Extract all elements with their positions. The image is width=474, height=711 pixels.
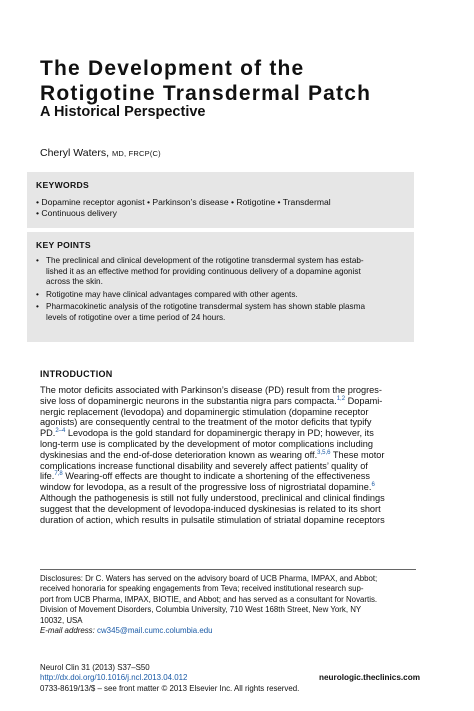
introduction-line xyxy=(40,396,416,407)
key-point-line: lished it as an effective method for providing continuous delivery of a dopamine agonist xyxy=(46,266,361,276)
key-point-line: • Pharmacokinetic analysis of the rotigotine transdermal system has shown stable plasma xyxy=(46,302,366,312)
introduction-line xyxy=(40,407,416,418)
article-title xyxy=(40,56,440,106)
citation-reference[interactable]: 3,5,6 xyxy=(317,449,331,456)
keywords-line-2: • Continuous delivery xyxy=(36,208,117,218)
keywords-line-1: • Dopamine receptor agonist • Parkinson’s disease • Rotigotine • Transdermal xyxy=(36,197,331,207)
introduction-line xyxy=(40,515,416,526)
introduction-line xyxy=(40,471,416,482)
key-point-line: • Rotigotine may have clinical advantages compared with other agents. xyxy=(46,289,298,299)
keywords-heading: KEYWORDS xyxy=(36,180,90,190)
introduction-text: agonists) are consequently central to the treatment of the motor deficits that typify xyxy=(40,417,372,428)
introduction-line xyxy=(40,385,416,396)
key-point-item xyxy=(36,302,408,323)
introduction-text: Although the pathogenesis is still not fully understood, preclinical and clinical findings xyxy=(40,492,385,503)
introduction-text: long-term use is complicated by the development of motor complications including xyxy=(40,438,373,449)
introduction-text: window for levodopa, as a result of the progressive loss of nigrostriatal dopamine. xyxy=(40,482,372,493)
author-line xyxy=(40,147,161,159)
introduction-text: nergic replacement (levodopa) and dopaminergic stimulation (dopamine receptor xyxy=(40,406,369,417)
email-label: E-mail address: xyxy=(40,626,95,636)
key-point-line: • The preclinical and clinical development of the rotigotine transdermal system has estab- xyxy=(46,256,364,265)
affiliation-line: 10032, USA xyxy=(40,615,83,625)
introduction-line xyxy=(40,428,416,439)
introduction-text: duration of action, which results in pulsatile stimulation of striatal dopamine receptors xyxy=(40,514,385,525)
key-point-item xyxy=(36,290,408,301)
journal-citation: Neurol Clin 31 (2013) S37–S50 xyxy=(40,663,150,672)
citation-reference[interactable]: 2–4 xyxy=(55,428,66,435)
introduction-text: complications increase functional disability and severely affect patients’ quality of xyxy=(40,460,368,471)
journal-site: neurologic.theclinics.com xyxy=(318,673,420,683)
article-title-line-1: The Development of the xyxy=(40,57,305,80)
introduction-text: dyskinesias and the end-of-dose deterioration known as wearing off. xyxy=(40,449,318,460)
disclosure-line: received honoraria for speaking engagements from Teva; received institutional research sup- xyxy=(40,584,364,594)
keywords-box xyxy=(27,172,414,228)
introduction-text: The motor deficits associated with Parkinson’s disease (PD) result from the progres- xyxy=(40,385,382,395)
article-subtitle: A Historical Perspective xyxy=(40,104,206,120)
article-title-line-2: Rotigotine Transdermal Patch xyxy=(40,82,372,105)
doi-link[interactable]: http://dx.doi.org/10.1016/j.ncl.2013.04.012 xyxy=(40,673,188,683)
author-name: Cheryl Waters, xyxy=(40,147,110,159)
email-link[interactable]: cw345@mail.cumc.columbia.edu xyxy=(97,626,213,636)
introduction-text: Wearing-off effects are thought to indicate a shortening of the effectiveness xyxy=(62,471,370,482)
affiliation-line: Division of Movement Disorders, Columbia University, 710 West 168th Street, New York, NY xyxy=(40,605,362,615)
introduction-text: suggest that the development of levodopa-induced dyskinesias is related to its short xyxy=(40,503,381,514)
author-credentials: MD, FRCP(C) xyxy=(111,149,161,158)
copyright-line: 0733-8619/13/$ – see front matter © 2013 Elsevier Inc. All rights reserved. xyxy=(40,683,300,693)
introduction-line xyxy=(40,461,416,472)
footnote-divider xyxy=(40,569,416,570)
introduction-line xyxy=(40,450,416,461)
page-footer xyxy=(40,663,420,694)
introduction-line xyxy=(40,417,416,428)
introduction-text: sive loss of dopaminergic neurons in the substantia nigra pars compacta. xyxy=(40,395,337,406)
introduction-line xyxy=(40,493,416,504)
introduction-text: These motor xyxy=(330,449,385,460)
citation-reference[interactable]: 7,8 xyxy=(54,471,63,478)
key-point-item xyxy=(36,256,408,288)
key-points-heading: KEY POINTS xyxy=(36,240,91,250)
introduction-text: Dopami- xyxy=(345,395,383,406)
introduction-heading: INTRODUCTION xyxy=(40,369,113,379)
introduction-body xyxy=(40,385,416,525)
citation-reference[interactable]: 6 xyxy=(371,482,375,489)
key-point-line: levels of rotigotine over a time period of 24 hours. xyxy=(46,312,226,322)
introduction-text: PD. xyxy=(40,428,56,439)
key-points-list xyxy=(36,256,408,326)
disclosure-line: port from UCB Pharma, IMPAX, BIOTIE, and Abbot; and has served as a consultant for Novartis. xyxy=(40,594,378,604)
disclosure-line: Disclosures: Dr C. Waters has served on the advisory board of UCB Pharma, IMPAX, and Abbot; xyxy=(40,574,378,583)
disclosure-block xyxy=(40,574,420,636)
citation-reference[interactable]: 1,2 xyxy=(336,395,346,402)
key-point-line: across the skin. xyxy=(46,277,103,287)
introduction-text: life. xyxy=(40,471,55,482)
introduction-text: Levodopa is the gold standard for dopaminergic therapy in PD; however, its xyxy=(65,428,374,439)
introduction-line xyxy=(40,504,416,515)
key-points-box xyxy=(27,232,414,342)
introduction-line xyxy=(40,439,416,450)
email-line xyxy=(40,626,420,636)
introduction-line xyxy=(40,482,416,493)
